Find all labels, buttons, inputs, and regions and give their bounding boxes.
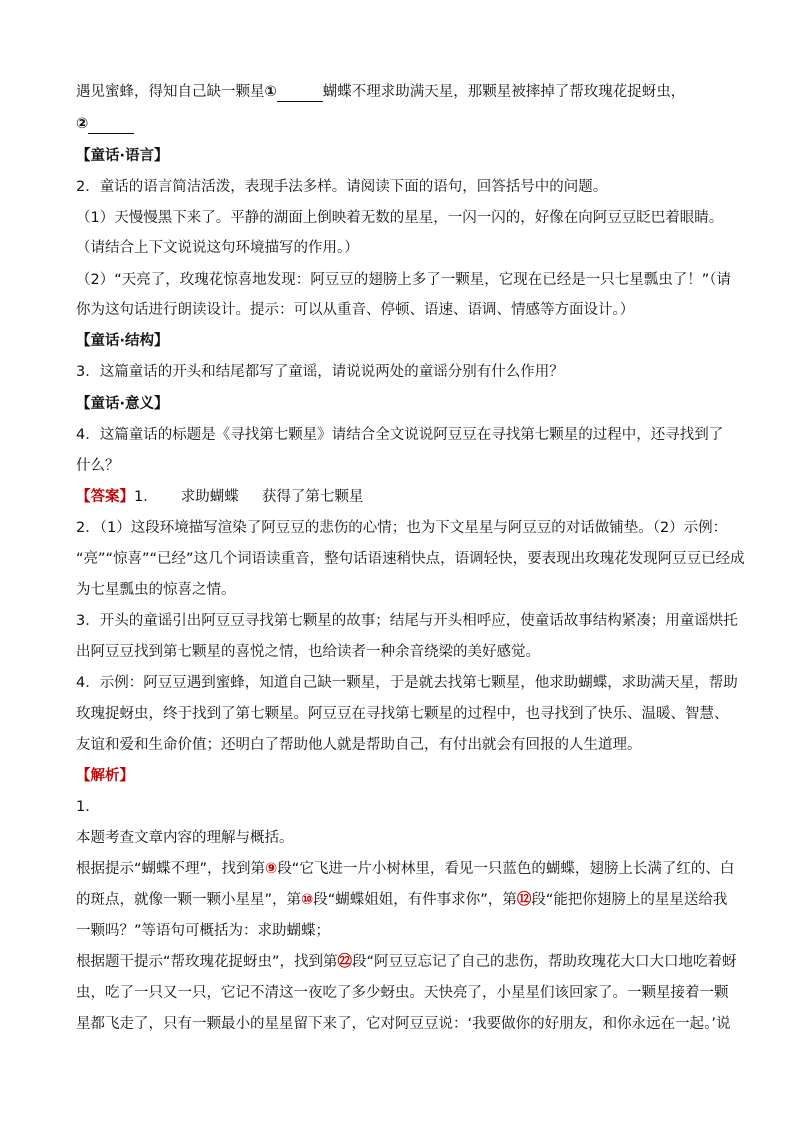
q4-line-1: 4．这篇童话的标题是《寻找第七颗星》请结合全文说说阿豆豆在寻找第七颗星的过程中，还寻找到了	[76, 427, 724, 443]
q2-sub2-line-1: （2）“天亮了，玫瑰花惊喜地发现：阿豆豆的翅膀上多了一颗星，它现在已经是一只七星瓢虫了！”（请	[76, 272, 731, 288]
answer-1-text: 1． 求助蝴蝶 获得了第七颗星	[134, 489, 364, 505]
answer-1	[76, 487, 726, 507]
analysis-para-2-line-1	[76, 859, 735, 879]
answer-4-line-1: 4．示例：阿豆豆遇到蜜蜂，知道自己缺一颗星，于是就去找第七颗星，他求助蝴蝶，求助满天星，帮助	[76, 675, 738, 691]
analysis-number: 1．	[76, 799, 100, 815]
q2-stem: 2．童话的语言简洁活泼，表现手法多样。请阅读下面的语句，回答括号中的问题。	[76, 179, 608, 195]
analysis-label: 【解析】	[76, 768, 134, 784]
answer-2-line-2: “亮”“惊喜”“已经”这几个词语读重音，整句话语速稍快点，语调轻快，要表现出玫瑰花发现阿豆豆已经成	[76, 551, 745, 567]
heading-language: 【童话·语言】	[76, 148, 169, 164]
q1-text-after: 蝴蝶不理求助满天星，那颗星被摔掉了帮玫瑰花捉蚜虫，	[322, 84, 686, 100]
analysis-text: 根据题干提示“帮玫瑰花捉蚜虫”，找到第	[76, 954, 338, 970]
heading-meaning: 【童话·意义】	[76, 396, 169, 412]
paragraph-ref-9: ⑨	[265, 861, 278, 877]
q4-line-2: 什么？	[76, 458, 120, 474]
analysis-para-2-line-2	[76, 890, 726, 910]
analysis-text: 的斑点，就像一颗一颗小星星”，第	[76, 892, 302, 908]
blank-marker-2: ②	[76, 116, 89, 132]
analysis-text: 根据提示“蝴蝶不理”，找到第	[76, 861, 266, 877]
analysis-para-3-line-3: 星都飞走了，只有一颗最小的星星留下来了，它对阿豆豆说：‘我要做你的好朋友，和你永远在一起。’说	[76, 1016, 731, 1032]
q3: 3．这篇童话的开头和结尾都写了童谣，请说说两处的童谣分别有什么作用？	[76, 364, 564, 380]
analysis-text: 段“它飞进一片小树林里，看见一只蓝色的蝴蝶，翅膀上长满了红的、白	[277, 861, 735, 877]
heading-structure: 【童话·结构】	[76, 333, 169, 349]
answer-2-line-1: 2．（1）这段环境描写渲染了阿豆豆的悲伤的心情；也为下文星星与阿豆豆的对话做铺垫。（2）示例：	[76, 520, 728, 536]
answer-4-line-2: 玫瑰捉蚜虫，终于找到了第七颗星。阿豆豆在寻找第七颗星的过程中，也寻找到了快乐、温暖、智慧、	[76, 706, 729, 722]
answer-blank-1[interactable]	[277, 85, 323, 102]
q2-sub1-line-1: （1）天慢慢黑下来了。平静的湖面上倒映着无数的星星，一闪一闪的，好像在向阿豆豆眨巴着眼睛。	[76, 210, 724, 226]
analysis-para-3-line-2: 虫，吃了一只又一只，它记不清这一夜吃了多少蚜虫。天快亮了，小星星们该回家了。一颗星接着一颗	[76, 985, 729, 1001]
analysis-para-3-line-1	[76, 952, 737, 972]
q1-answer-line-1	[76, 82, 726, 102]
q1-text-before: 遇见蜜蜂，得知自己缺一颗星	[76, 84, 265, 100]
blank-marker-1: ①	[264, 84, 277, 100]
q2-sub2-line-2: 你为这句话进行朗读设计。提示：可以从重音、停顿、语速、语调、情感等方面设计。）	[76, 302, 635, 318]
answer-2-line-3: 为七星瓢虫的惊喜之情。	[76, 582, 236, 598]
answer-4-line-3: 友谊和爱和生命价值；还明白了帮助他人就是帮助自己，有付出就会有回报的人生道理。	[76, 737, 642, 753]
analysis-para-1: 本题考查文章内容的理解与概括。	[76, 830, 294, 846]
analysis-para-2-line-3: 一颗吗？”等语句可概括为：求助蝴蝶；	[76, 923, 331, 939]
paragraph-ref-12: ⑫	[516, 892, 532, 908]
q1-answer-line-2	[76, 114, 726, 134]
analysis-text: 段“能把你翅膀上的星星送给我	[531, 892, 728, 908]
q2-sub1-line-2: （请结合上下文说说这句环境描写的作用。）	[76, 240, 359, 256]
answer-blank-2[interactable]	[88, 117, 134, 134]
analysis-text: 段“蝴蝶姐姐，有件事求你”，第	[313, 892, 517, 908]
paragraph-ref-10: ⑩	[301, 892, 314, 908]
answer-3-line-2: 出阿豆豆找到第七颗星的喜悦之情，也给读者一种余音绕梁的美好感觉。	[76, 644, 540, 660]
paragraph-ref-22: ㉒	[337, 954, 353, 970]
answer-3-line-1: 3．开头的童谣引出阿豆豆寻找第七颗星的故事；结尾与开头相呼应，使童话故事结构紧凑；用童谣烘托	[76, 613, 738, 629]
answer-label: 【答案】	[76, 489, 134, 505]
analysis-text: 段“阿豆豆忘记了自己的悲伤，帮助玫瑰花大口大口地吃着蚜	[352, 954, 737, 970]
